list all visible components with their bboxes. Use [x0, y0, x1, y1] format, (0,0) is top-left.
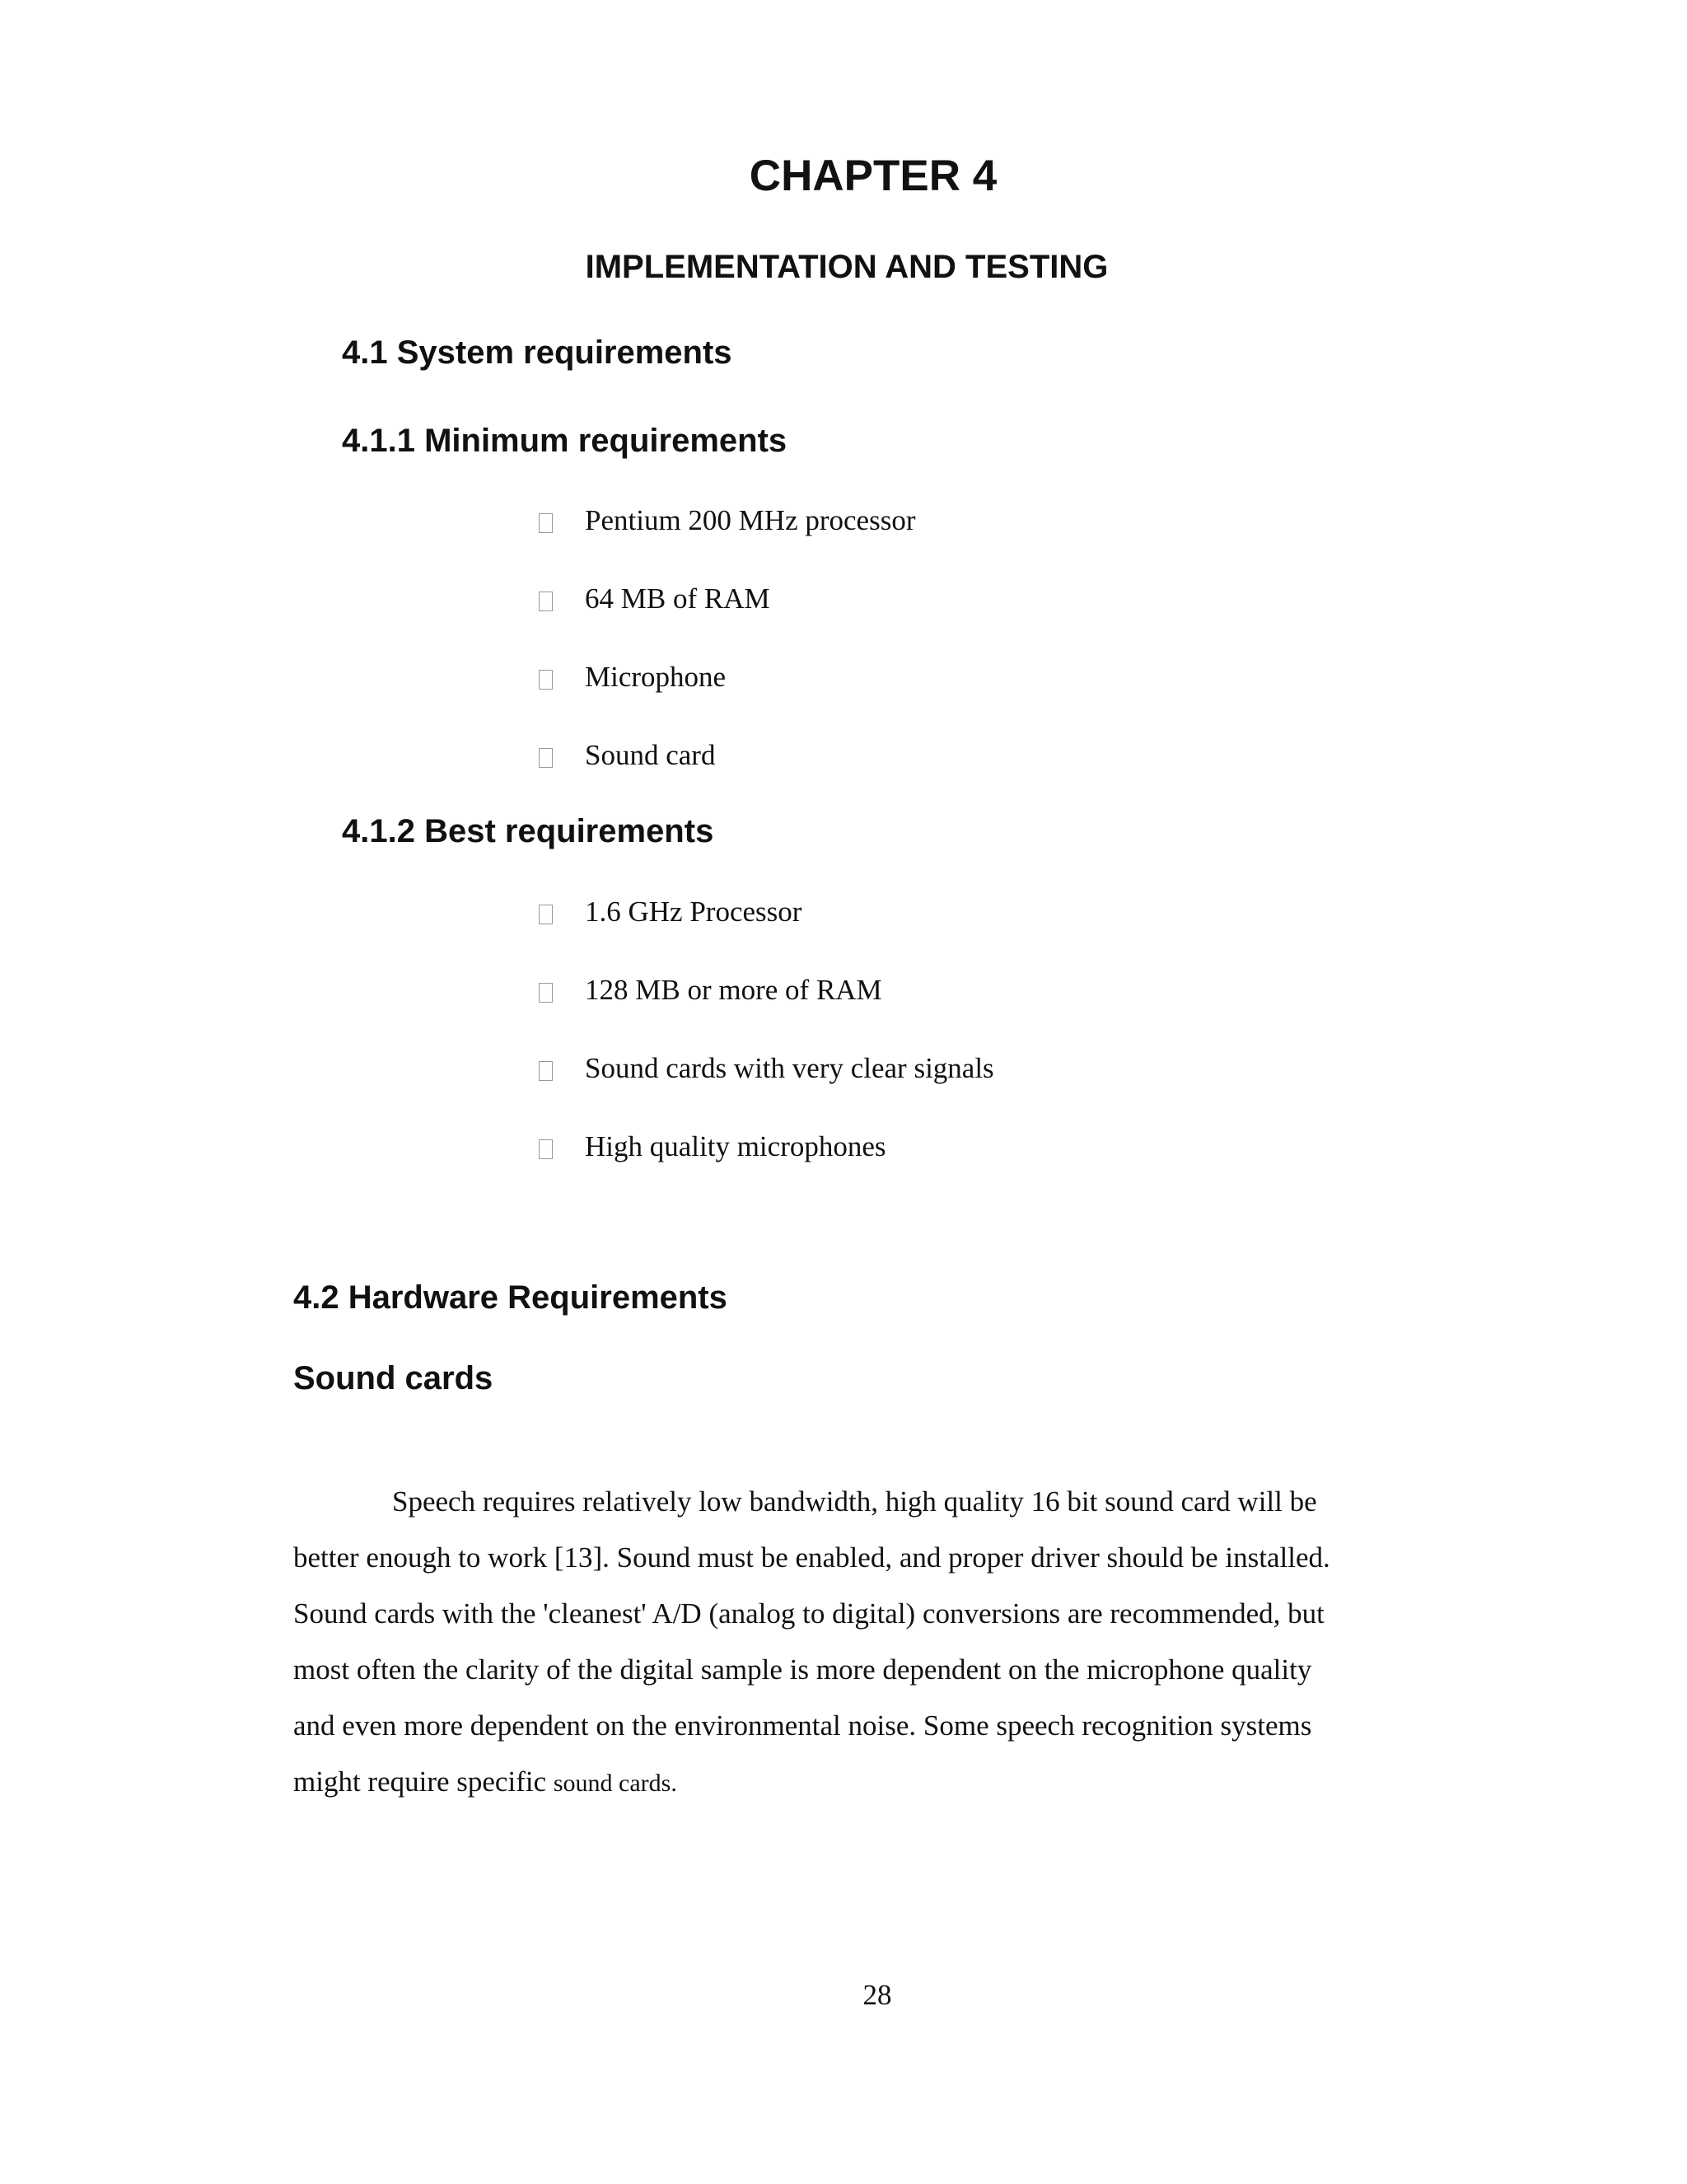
- section-heading-4-2: 4.2 Hardware Requirements: [293, 1279, 727, 1316]
- bullet-box-icon: [539, 905, 553, 924]
- section-heading-4-1-2: 4.1.2 Best requirements: [342, 813, 714, 849]
- section-heading-4-1: 4.1 System requirements: [342, 334, 732, 371]
- list-item-text: 64 MB of RAM: [585, 582, 770, 615]
- bullet-box-icon: [539, 983, 553, 1003]
- body-paragraph: [293, 1474, 1364, 1812]
- paragraph-line: most often the clarity of the digital sample is more dependent on the microphone quality: [293, 1653, 1312, 1686]
- list-item-text: Sound cards with very clear signals: [585, 1052, 994, 1084]
- bullet-box-icon: [539, 592, 553, 611]
- paragraph-line: Speech requires relatively low bandwidth, high quality 16 bit sound card will be: [392, 1485, 1317, 1518]
- paragraph-last-line: [293, 1754, 1364, 1812]
- paragraph-line: Sound cards with the 'cleanest' A/D (analog to digital) conversions are recommended, but: [293, 1597, 1325, 1630]
- list-item-text: 128 MB or more of RAM: [585, 974, 882, 1006]
- bullet-box-icon: [539, 1139, 553, 1159]
- chapter-subtitle: IMPLEMENTATION AND TESTING: [585, 249, 1109, 285]
- paragraph-tail-text: sound cards.: [553, 1770, 677, 1797]
- paragraph-line: better enough to work [13]. Sound must be enabled, and proper driver should be installed.: [293, 1541, 1330, 1574]
- page-number: 28: [862, 1979, 892, 2011]
- bullet-box-icon: [539, 513, 553, 533]
- chapter-title: CHAPTER 4: [749, 152, 998, 200]
- list-item-text: Microphone: [585, 661, 727, 693]
- bullet-box-icon: [539, 670, 553, 690]
- bullet-box-icon: [539, 748, 553, 768]
- list-item-text: Sound card: [585, 739, 716, 771]
- paragraph-line: and even more dependent on the environmental noise. Some speech recognition systems: [293, 1709, 1312, 1742]
- bullet-box-icon: [539, 1061, 553, 1081]
- list-item-text: Pentium 200 MHz processor: [585, 504, 916, 536]
- subsection-heading-sound-cards: Sound cards: [293, 1360, 493, 1396]
- paragraph-line-text: might require specific: [293, 1765, 547, 1798]
- list-item-text: High quality microphones: [585, 1130, 886, 1162]
- list-item-text: 1.6 GHz Processor: [585, 896, 802, 928]
- section-heading-4-1-1: 4.1.1 Minimum requirements: [342, 423, 787, 459]
